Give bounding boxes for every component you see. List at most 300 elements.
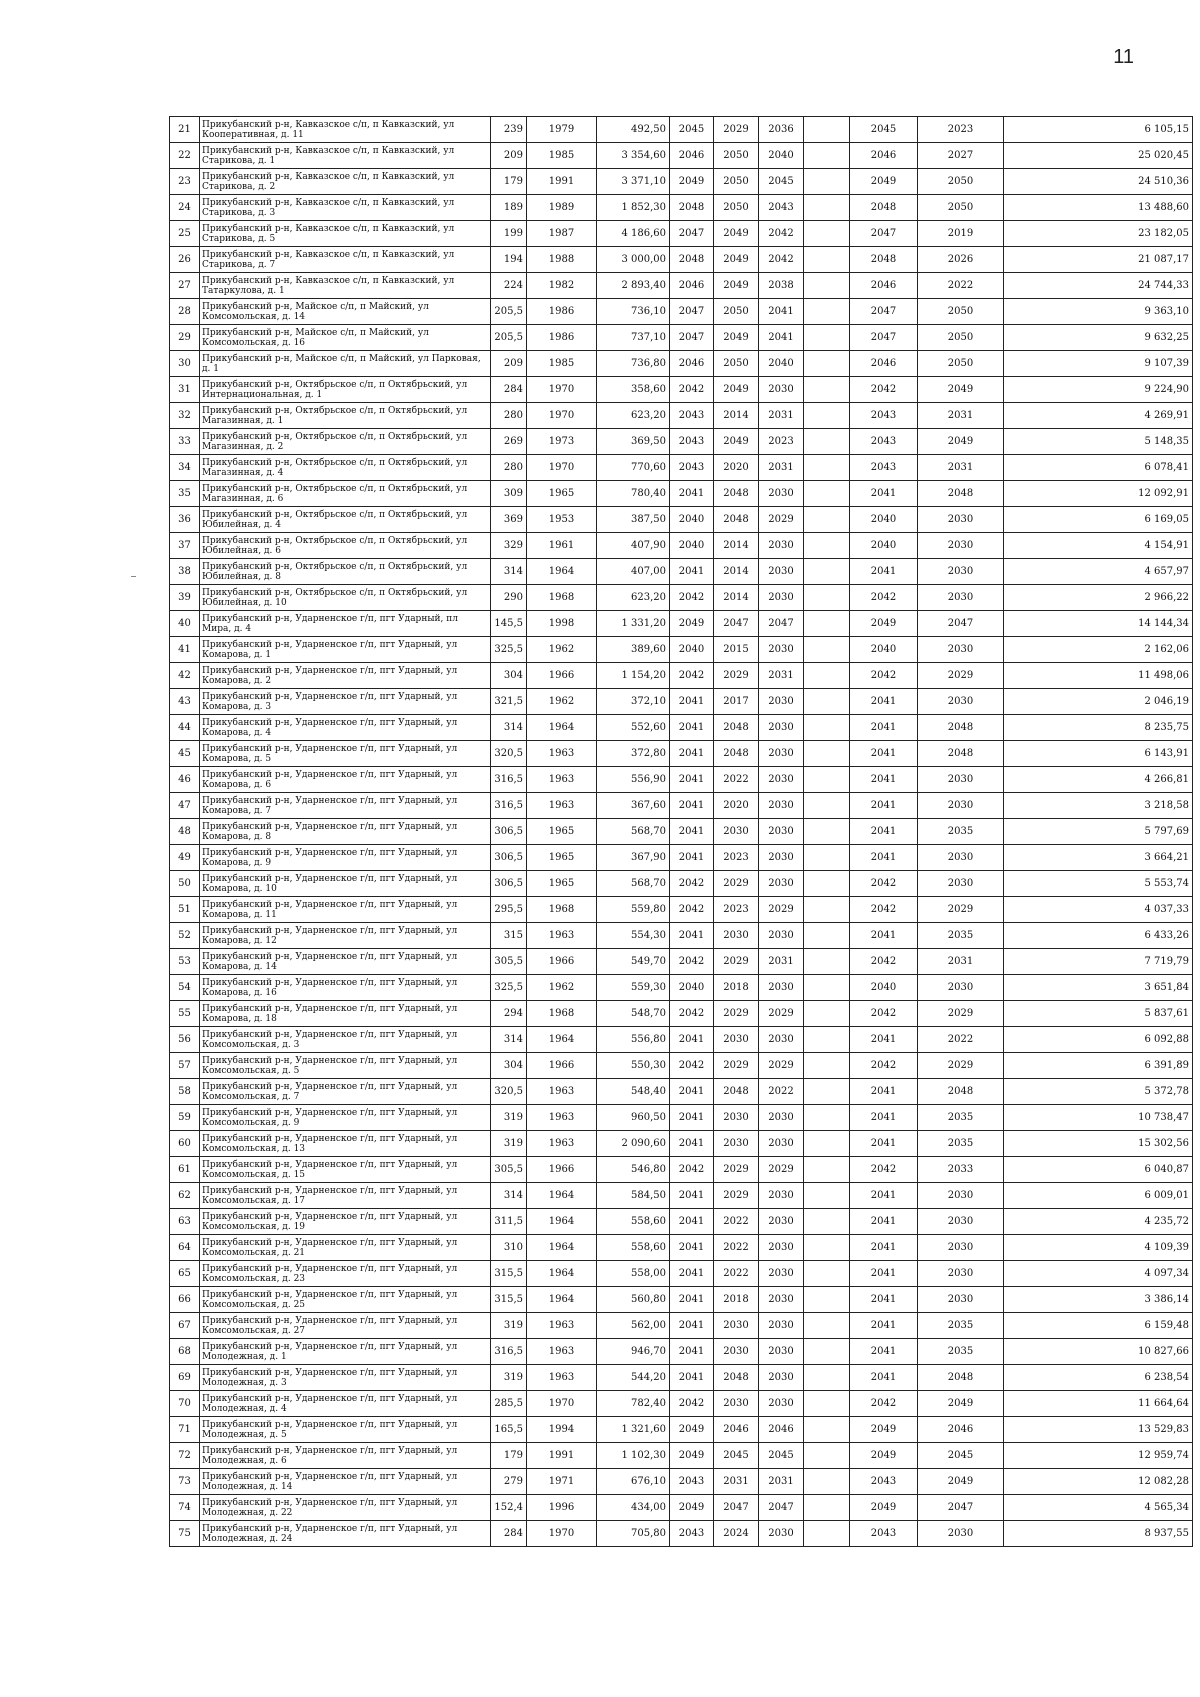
cell-address: Прикубанский р-н, Ударненское г/п, пгт Ударный, ул Молодежная, д. 24 xyxy=(200,1521,491,1547)
cell-address: Прикубанский р-н, Ударненское г/п, пгт Ударный, ул Комарова, д. 4 xyxy=(200,715,491,741)
cell-row-number: 48 xyxy=(170,819,200,845)
cell-facade-repair-year: 2030 xyxy=(759,689,804,715)
table-row xyxy=(170,221,1193,247)
cell-roof-repair-year: 2049 xyxy=(714,429,759,455)
cell-facade-repair-year: 2030 xyxy=(759,819,804,845)
cell-address: Прикубанский р-н, Ударненское г/п, пгт Ударный, ул Комарова, д. 3 xyxy=(200,689,491,715)
cell-empty-column xyxy=(804,195,850,221)
cell-facade-repair-year: 2031 xyxy=(759,403,804,429)
cell-row-number: 37 xyxy=(170,533,200,559)
cell-facade-repair-year: 2029 xyxy=(759,1001,804,1027)
cell-wear-percent: 205,5 xyxy=(491,299,527,325)
cell-build-year: 1963 xyxy=(527,1131,597,1157)
cell-repair-cost: 5 372,78 xyxy=(1004,1079,1193,1105)
cell-repair-cost: 12 959,74 xyxy=(1004,1443,1193,1469)
cell-row-number: 42 xyxy=(170,663,200,689)
cell-wear-percent: 189 xyxy=(491,195,527,221)
cell-address: Прикубанский р-н, Ударненское г/п, пгт Ударный, ул Молодежная, д. 6 xyxy=(200,1443,491,1469)
cell-wear-percent: 315,5 xyxy=(491,1261,527,1287)
cell-repair-cost: 4 269,91 xyxy=(1004,403,1193,429)
table-row xyxy=(170,1287,1193,1313)
cell-empty-column xyxy=(804,975,850,1001)
cell-facade-repair-year: 2047 xyxy=(759,1495,804,1521)
cell-deadline-year: 2041 xyxy=(670,819,714,845)
table-row xyxy=(170,741,1193,767)
cell-facade-repair-year: 2042 xyxy=(759,221,804,247)
table-row xyxy=(170,819,1193,845)
cell-repair-cost: 9 107,39 xyxy=(1004,351,1193,377)
cell-build-year: 1987 xyxy=(527,221,597,247)
cell-wear-percent: 279 xyxy=(491,1469,527,1495)
cell-repair-cost: 6 159,48 xyxy=(1004,1313,1193,1339)
cell-wear-percent: 314 xyxy=(491,1027,527,1053)
cell-area: 4 186,60 xyxy=(597,221,670,247)
cell-area: 3 000,00 xyxy=(597,247,670,273)
cell-address: Прикубанский р-н, Ударненское г/п, пгт Ударный, ул Молодежная, д. 4 xyxy=(200,1391,491,1417)
cell-repair-cost: 4 235,72 xyxy=(1004,1209,1193,1235)
cell-address: Прикубанский р-н, Кавказское с/п, п Кавказский, ул Кооперативная, д. 11 xyxy=(200,117,491,143)
cell-empty-column xyxy=(804,897,850,923)
cell-area: 552,60 xyxy=(597,715,670,741)
cell-row-number: 52 xyxy=(170,923,200,949)
cell-next-repair-year: 2045 xyxy=(850,117,918,143)
cell-area: 372,80 xyxy=(597,741,670,767)
cell-wear-percent: 304 xyxy=(491,663,527,689)
cell-wear-percent: 209 xyxy=(491,351,527,377)
cell-roof-repair-year: 2030 xyxy=(714,1313,759,1339)
cell-wear-percent: 304 xyxy=(491,1053,527,1079)
cell-deadline-year: 2042 xyxy=(670,897,714,923)
cell-repair-cost: 12 092,91 xyxy=(1004,481,1193,507)
cell-empty-column xyxy=(804,429,850,455)
cell-empty-column xyxy=(804,1443,850,1469)
cell-address: Прикубанский р-н, Октябрьское с/п, п Октябрьский, ул Интернациональная, д. 1 xyxy=(200,377,491,403)
table-row xyxy=(170,1339,1193,1365)
cell-repair-cost: 2 046,19 xyxy=(1004,689,1193,715)
cell-address: Прикубанский р-н, Ударненское г/п, пгт Ударный, ул Молодежная, д. 22 xyxy=(200,1495,491,1521)
cell-row-number: 70 xyxy=(170,1391,200,1417)
cell-build-year: 1966 xyxy=(527,1053,597,1079)
table-row xyxy=(170,455,1193,481)
cell-next-repair-year: 2049 xyxy=(850,1417,918,1443)
cell-roof-repair-year: 2022 xyxy=(714,1235,759,1261)
cell-area: 367,90 xyxy=(597,845,670,871)
cell-build-year: 1964 xyxy=(527,1235,597,1261)
cell-wear-percent: 321,5 xyxy=(491,689,527,715)
cell-address: Прикубанский р-н, Октябрьское с/п, п Октябрьский, ул Магазинная, д. 1 xyxy=(200,403,491,429)
cell-address: Прикубанский р-н, Ударненское г/п, пгт Ударный, ул Комарова, д. 7 xyxy=(200,793,491,819)
cell-wear-percent: 325,5 xyxy=(491,975,527,1001)
cell-wear-percent: 316,5 xyxy=(491,793,527,819)
table-row xyxy=(170,1001,1193,1027)
cell-area: 554,30 xyxy=(597,923,670,949)
cell-area: 369,50 xyxy=(597,429,670,455)
cell-build-year: 1989 xyxy=(527,195,597,221)
cell-wear-percent: 311,5 xyxy=(491,1209,527,1235)
page-number: 11 xyxy=(1113,46,1134,68)
cell-row-number: 68 xyxy=(170,1339,200,1365)
cell-deadline-year: 2040 xyxy=(670,507,714,533)
cell-row-number: 69 xyxy=(170,1365,200,1391)
cell-facade-repair-year: 2045 xyxy=(759,1443,804,1469)
cell-repair-cost: 10 827,66 xyxy=(1004,1339,1193,1365)
cell-facade-repair-year: 2045 xyxy=(759,169,804,195)
cell-build-year: 1971 xyxy=(527,1469,597,1495)
cell-repair-cost: 7 719,79 xyxy=(1004,949,1193,975)
cell-empty-column xyxy=(804,1417,850,1443)
cell-roof-repair-year: 2049 xyxy=(714,273,759,299)
cell-roof-repair-year: 2050 xyxy=(714,351,759,377)
cell-row-number: 29 xyxy=(170,325,200,351)
cell-deadline-year: 2043 xyxy=(670,1469,714,1495)
cell-build-year: 1963 xyxy=(527,1105,597,1131)
cell-row-number: 28 xyxy=(170,299,200,325)
cell-engineering-repair-year: 2030 xyxy=(918,585,1004,611)
cell-area: 1 154,20 xyxy=(597,663,670,689)
cell-wear-percent: 320,5 xyxy=(491,741,527,767)
cell-roof-repair-year: 2023 xyxy=(714,845,759,871)
cell-row-number: 26 xyxy=(170,247,200,273)
cell-repair-cost: 6 105,15 xyxy=(1004,117,1193,143)
cell-row-number: 54 xyxy=(170,975,200,1001)
cell-next-repair-year: 2041 xyxy=(850,923,918,949)
cell-deadline-year: 2041 xyxy=(670,767,714,793)
cell-facade-repair-year: 2042 xyxy=(759,247,804,273)
cell-empty-column xyxy=(804,1001,850,1027)
cell-repair-cost: 25 020,45 xyxy=(1004,143,1193,169)
cell-address: Прикубанский р-н, Ударненское г/п, пгт Ударный, ул Молодежная, д. 14 xyxy=(200,1469,491,1495)
cell-build-year: 1964 xyxy=(527,1027,597,1053)
cell-address: Прикубанский р-н, Октябрьское с/п, п Октябрьский, ул Юбилейная, д. 4 xyxy=(200,507,491,533)
cell-wear-percent: 152,4 xyxy=(491,1495,527,1521)
cell-roof-repair-year: 2014 xyxy=(714,585,759,611)
cell-facade-repair-year: 2030 xyxy=(759,1209,804,1235)
cell-next-repair-year: 2043 xyxy=(850,455,918,481)
cell-build-year: 1968 xyxy=(527,897,597,923)
cell-next-repair-year: 2040 xyxy=(850,507,918,533)
cell-wear-percent: 314 xyxy=(491,715,527,741)
cell-build-year: 1966 xyxy=(527,663,597,689)
cell-row-number: 65 xyxy=(170,1261,200,1287)
cell-engineering-repair-year: 2022 xyxy=(918,273,1004,299)
cell-wear-percent: 305,5 xyxy=(491,949,527,975)
cell-address: Прикубанский р-н, Октябрьское с/п, п Октябрьский, ул Юбилейная, д. 10 xyxy=(200,585,491,611)
cell-roof-repair-year: 2048 xyxy=(714,741,759,767)
cell-roof-repair-year: 2048 xyxy=(714,1365,759,1391)
cell-engineering-repair-year: 2033 xyxy=(918,1157,1004,1183)
cell-area: 623,20 xyxy=(597,403,670,429)
cell-wear-percent: 294 xyxy=(491,1001,527,1027)
cell-deadline-year: 2049 xyxy=(670,1417,714,1443)
cell-roof-repair-year: 2029 xyxy=(714,1157,759,1183)
cell-deadline-year: 2049 xyxy=(670,1495,714,1521)
table-row xyxy=(170,1157,1193,1183)
cell-build-year: 1963 xyxy=(527,767,597,793)
cell-engineering-repair-year: 2035 xyxy=(918,1131,1004,1157)
cell-next-repair-year: 2041 xyxy=(850,1027,918,1053)
cell-row-number: 71 xyxy=(170,1417,200,1443)
cell-area: 960,50 xyxy=(597,1105,670,1131)
cell-next-repair-year: 2042 xyxy=(850,1391,918,1417)
cell-wear-percent: 194 xyxy=(491,247,527,273)
cell-engineering-repair-year: 2030 xyxy=(918,1261,1004,1287)
cell-empty-column xyxy=(804,533,850,559)
cell-roof-repair-year: 2030 xyxy=(714,1391,759,1417)
cell-engineering-repair-year: 2029 xyxy=(918,1001,1004,1027)
cell-engineering-repair-year: 2035 xyxy=(918,1339,1004,1365)
cell-next-repair-year: 2041 xyxy=(850,1261,918,1287)
cell-address: Прикубанский р-н, Ударненское г/п, пгт Ударный, ул Молодежная, д. 1 xyxy=(200,1339,491,1365)
cell-engineering-repair-year: 2030 xyxy=(918,793,1004,819)
cell-wear-percent: 269 xyxy=(491,429,527,455)
cell-roof-repair-year: 2014 xyxy=(714,403,759,429)
cell-build-year: 1963 xyxy=(527,1079,597,1105)
cell-deadline-year: 2042 xyxy=(670,585,714,611)
cell-facade-repair-year: 2030 xyxy=(759,533,804,559)
cell-address: Прикубанский р-н, Ударненское г/п, пгт Ударный, ул Комарова, д. 2 xyxy=(200,663,491,689)
cell-roof-repair-year: 2029 xyxy=(714,871,759,897)
cell-roof-repair-year: 2048 xyxy=(714,507,759,533)
cell-wear-percent: 209 xyxy=(491,143,527,169)
cell-facade-repair-year: 2030 xyxy=(759,481,804,507)
cell-empty-column xyxy=(804,1209,850,1235)
cell-empty-column xyxy=(804,1339,850,1365)
cell-roof-repair-year: 2022 xyxy=(714,767,759,793)
cell-facade-repair-year: 2036 xyxy=(759,117,804,143)
cell-roof-repair-year: 2014 xyxy=(714,559,759,585)
cell-row-number: 73 xyxy=(170,1469,200,1495)
cell-facade-repair-year: 2029 xyxy=(759,897,804,923)
cell-empty-column xyxy=(804,455,850,481)
cell-repair-cost: 13 529,83 xyxy=(1004,1417,1193,1443)
cell-row-number: 35 xyxy=(170,481,200,507)
cell-address: Прикубанский р-н, Ударненское г/п, пгт Ударный, ул Комарова, д. 18 xyxy=(200,1001,491,1027)
cell-wear-percent: 285,5 xyxy=(491,1391,527,1417)
cell-facade-repair-year: 2047 xyxy=(759,611,804,637)
cell-empty-column xyxy=(804,1235,850,1261)
cell-next-repair-year: 2041 xyxy=(850,819,918,845)
cell-area: 568,70 xyxy=(597,819,670,845)
cell-build-year: 1964 xyxy=(527,715,597,741)
cell-repair-cost: 4 154,91 xyxy=(1004,533,1193,559)
cell-address: Прикубанский р-н, Ударненское г/п, пгт Ударный, ул Комсомольская, д. 3 xyxy=(200,1027,491,1053)
cell-engineering-repair-year: 2030 xyxy=(918,559,1004,585)
cell-row-number: 55 xyxy=(170,1001,200,1027)
table-row xyxy=(170,1209,1193,1235)
table-row xyxy=(170,1261,1193,1287)
cell-area: 548,70 xyxy=(597,1001,670,1027)
cell-area: 562,00 xyxy=(597,1313,670,1339)
cell-area: 492,50 xyxy=(597,117,670,143)
cell-next-repair-year: 2041 xyxy=(850,1339,918,1365)
cell-next-repair-year: 2042 xyxy=(850,663,918,689)
cell-roof-repair-year: 2050 xyxy=(714,143,759,169)
cell-facade-repair-year: 2030 xyxy=(759,1261,804,1287)
cell-area: 549,70 xyxy=(597,949,670,975)
cell-roof-repair-year: 2049 xyxy=(714,325,759,351)
cell-address: Прикубанский р-н, Ударненское г/п, пгт Ударный, ул Комарова, д. 16 xyxy=(200,975,491,1001)
cell-facade-repair-year: 2030 xyxy=(759,923,804,949)
cell-build-year: 1970 xyxy=(527,403,597,429)
cell-roof-repair-year: 2024 xyxy=(714,1521,759,1547)
cell-facade-repair-year: 2030 xyxy=(759,1027,804,1053)
cell-facade-repair-year: 2029 xyxy=(759,1157,804,1183)
cell-deadline-year: 2041 xyxy=(670,741,714,767)
cell-wear-percent: 310 xyxy=(491,1235,527,1261)
cell-engineering-repair-year: 2030 xyxy=(918,1183,1004,1209)
cell-facade-repair-year: 2030 xyxy=(759,1521,804,1547)
cell-build-year: 1970 xyxy=(527,1521,597,1547)
cell-next-repair-year: 2041 xyxy=(850,1313,918,1339)
table-row xyxy=(170,195,1193,221)
cell-engineering-repair-year: 2049 xyxy=(918,377,1004,403)
cell-deadline-year: 2041 xyxy=(670,1261,714,1287)
cell-deadline-year: 2049 xyxy=(670,611,714,637)
cell-facade-repair-year: 2030 xyxy=(759,871,804,897)
cell-engineering-repair-year: 2023 xyxy=(918,117,1004,143)
cell-facade-repair-year: 2030 xyxy=(759,845,804,871)
table-row xyxy=(170,793,1193,819)
cell-address: Прикубанский р-н, Октябрьское с/п, п Октябрьский, ул Магазинная, д. 2 xyxy=(200,429,491,455)
cell-empty-column xyxy=(804,949,850,975)
cell-empty-column xyxy=(804,689,850,715)
table-row xyxy=(170,1495,1193,1521)
table-row xyxy=(170,975,1193,1001)
cell-build-year: 1985 xyxy=(527,351,597,377)
cell-next-repair-year: 2042 xyxy=(850,949,918,975)
cell-roof-repair-year: 2020 xyxy=(714,793,759,819)
cell-roof-repair-year: 2029 xyxy=(714,663,759,689)
cell-facade-repair-year: 2029 xyxy=(759,1053,804,1079)
cell-row-number: 21 xyxy=(170,117,200,143)
cell-build-year: 1963 xyxy=(527,741,597,767)
cell-repair-cost: 5 553,74 xyxy=(1004,871,1193,897)
cell-engineering-repair-year: 2049 xyxy=(918,1469,1004,1495)
cell-roof-repair-year: 2046 xyxy=(714,1417,759,1443)
cell-engineering-repair-year: 2049 xyxy=(918,429,1004,455)
cell-area: 358,60 xyxy=(597,377,670,403)
cell-address: Прикубанский р-н, Ударненское г/п, пгт Ударный, ул Комарова, д. 6 xyxy=(200,767,491,793)
cell-address: Прикубанский р-н, Ударненское г/п, пгт Ударный, ул Комсомольская, д. 25 xyxy=(200,1287,491,1313)
cell-row-number: 66 xyxy=(170,1287,200,1313)
cell-wear-percent: 205,5 xyxy=(491,325,527,351)
cell-repair-cost: 2 162,06 xyxy=(1004,637,1193,663)
table-row xyxy=(170,1391,1193,1417)
cell-build-year: 1996 xyxy=(527,1495,597,1521)
cell-build-year: 1973 xyxy=(527,429,597,455)
table-row xyxy=(170,949,1193,975)
cell-roof-repair-year: 2030 xyxy=(714,923,759,949)
cell-row-number: 58 xyxy=(170,1079,200,1105)
cell-next-repair-year: 2041 xyxy=(850,715,918,741)
cell-address: Прикубанский р-н, Октябрьское с/п, п Октябрьский, ул Юбилейная, д. 6 xyxy=(200,533,491,559)
scan-artifact-mark xyxy=(131,576,136,577)
cell-empty-column xyxy=(804,273,850,299)
table-row xyxy=(170,507,1193,533)
cell-area: 1 102,30 xyxy=(597,1443,670,1469)
cell-next-repair-year: 2043 xyxy=(850,403,918,429)
cell-wear-percent: 284 xyxy=(491,1521,527,1547)
cell-next-repair-year: 2042 xyxy=(850,897,918,923)
cell-repair-cost: 10 738,47 xyxy=(1004,1105,1193,1131)
cell-empty-column xyxy=(804,377,850,403)
table-row xyxy=(170,585,1193,611)
cell-row-number: 34 xyxy=(170,455,200,481)
cell-wear-percent: 306,5 xyxy=(491,871,527,897)
cell-roof-repair-year: 2014 xyxy=(714,533,759,559)
cell-roof-repair-year: 2029 xyxy=(714,1183,759,1209)
cell-repair-cost: 6 040,87 xyxy=(1004,1157,1193,1183)
cell-facade-repair-year: 2030 xyxy=(759,559,804,585)
table-row xyxy=(170,923,1193,949)
cell-area: 556,90 xyxy=(597,767,670,793)
cell-build-year: 1988 xyxy=(527,247,597,273)
cell-build-year: 1964 xyxy=(527,1287,597,1313)
table-row xyxy=(170,325,1193,351)
cell-facade-repair-year: 2030 xyxy=(759,1391,804,1417)
cell-wear-percent: 315 xyxy=(491,923,527,949)
cell-next-repair-year: 2041 xyxy=(850,1235,918,1261)
cell-repair-cost: 5 797,69 xyxy=(1004,819,1193,845)
cell-roof-repair-year: 2018 xyxy=(714,1287,759,1313)
cell-facade-repair-year: 2029 xyxy=(759,507,804,533)
cell-repair-cost: 13 488,60 xyxy=(1004,195,1193,221)
cell-empty-column xyxy=(804,1183,850,1209)
cell-roof-repair-year: 2048 xyxy=(714,481,759,507)
cell-repair-cost: 6 092,88 xyxy=(1004,1027,1193,1053)
cell-facade-repair-year: 2030 xyxy=(759,1131,804,1157)
cell-build-year: 1970 xyxy=(527,455,597,481)
cell-facade-repair-year: 2030 xyxy=(759,975,804,1001)
cell-engineering-repair-year: 2050 xyxy=(918,195,1004,221)
cell-address: Прикубанский р-н, Ударненское г/п, пгт Ударный, ул Комсомольская, д. 15 xyxy=(200,1157,491,1183)
table-row xyxy=(170,247,1193,273)
cell-engineering-repair-year: 2030 xyxy=(918,637,1004,663)
cell-build-year: 1961 xyxy=(527,533,597,559)
cell-deadline-year: 2041 xyxy=(670,1209,714,1235)
cell-empty-column xyxy=(804,117,850,143)
cell-repair-cost: 6 078,41 xyxy=(1004,455,1193,481)
cell-row-number: 44 xyxy=(170,715,200,741)
cell-repair-cost: 4 109,39 xyxy=(1004,1235,1193,1261)
cell-engineering-repair-year: 2048 xyxy=(918,741,1004,767)
cell-wear-percent: 320,5 xyxy=(491,1079,527,1105)
cell-address: Прикубанский р-н, Октябрьское с/п, п Октябрьский, ул Юбилейная, д. 8 xyxy=(200,559,491,585)
cell-build-year: 1964 xyxy=(527,1261,597,1287)
table-row xyxy=(170,169,1193,195)
cell-deadline-year: 2041 xyxy=(670,481,714,507)
cell-roof-repair-year: 2030 xyxy=(714,1339,759,1365)
cell-facade-repair-year: 2041 xyxy=(759,299,804,325)
cell-engineering-repair-year: 2019 xyxy=(918,221,1004,247)
cell-empty-column xyxy=(804,1287,850,1313)
cell-area: 389,60 xyxy=(597,637,670,663)
cell-empty-column xyxy=(804,715,850,741)
cell-build-year: 1964 xyxy=(527,1183,597,1209)
cell-row-number: 64 xyxy=(170,1235,200,1261)
cell-deadline-year: 2041 xyxy=(670,1235,714,1261)
cell-deadline-year: 2042 xyxy=(670,1001,714,1027)
cell-repair-cost: 24 510,36 xyxy=(1004,169,1193,195)
cell-next-repair-year: 2041 xyxy=(850,1209,918,1235)
cell-wear-percent: 325,5 xyxy=(491,637,527,663)
cell-repair-cost: 3 386,14 xyxy=(1004,1287,1193,1313)
cell-build-year: 1985 xyxy=(527,143,597,169)
cell-row-number: 36 xyxy=(170,507,200,533)
cell-row-number: 75 xyxy=(170,1521,200,1547)
cell-roof-repair-year: 2029 xyxy=(714,117,759,143)
table-row xyxy=(170,1365,1193,1391)
